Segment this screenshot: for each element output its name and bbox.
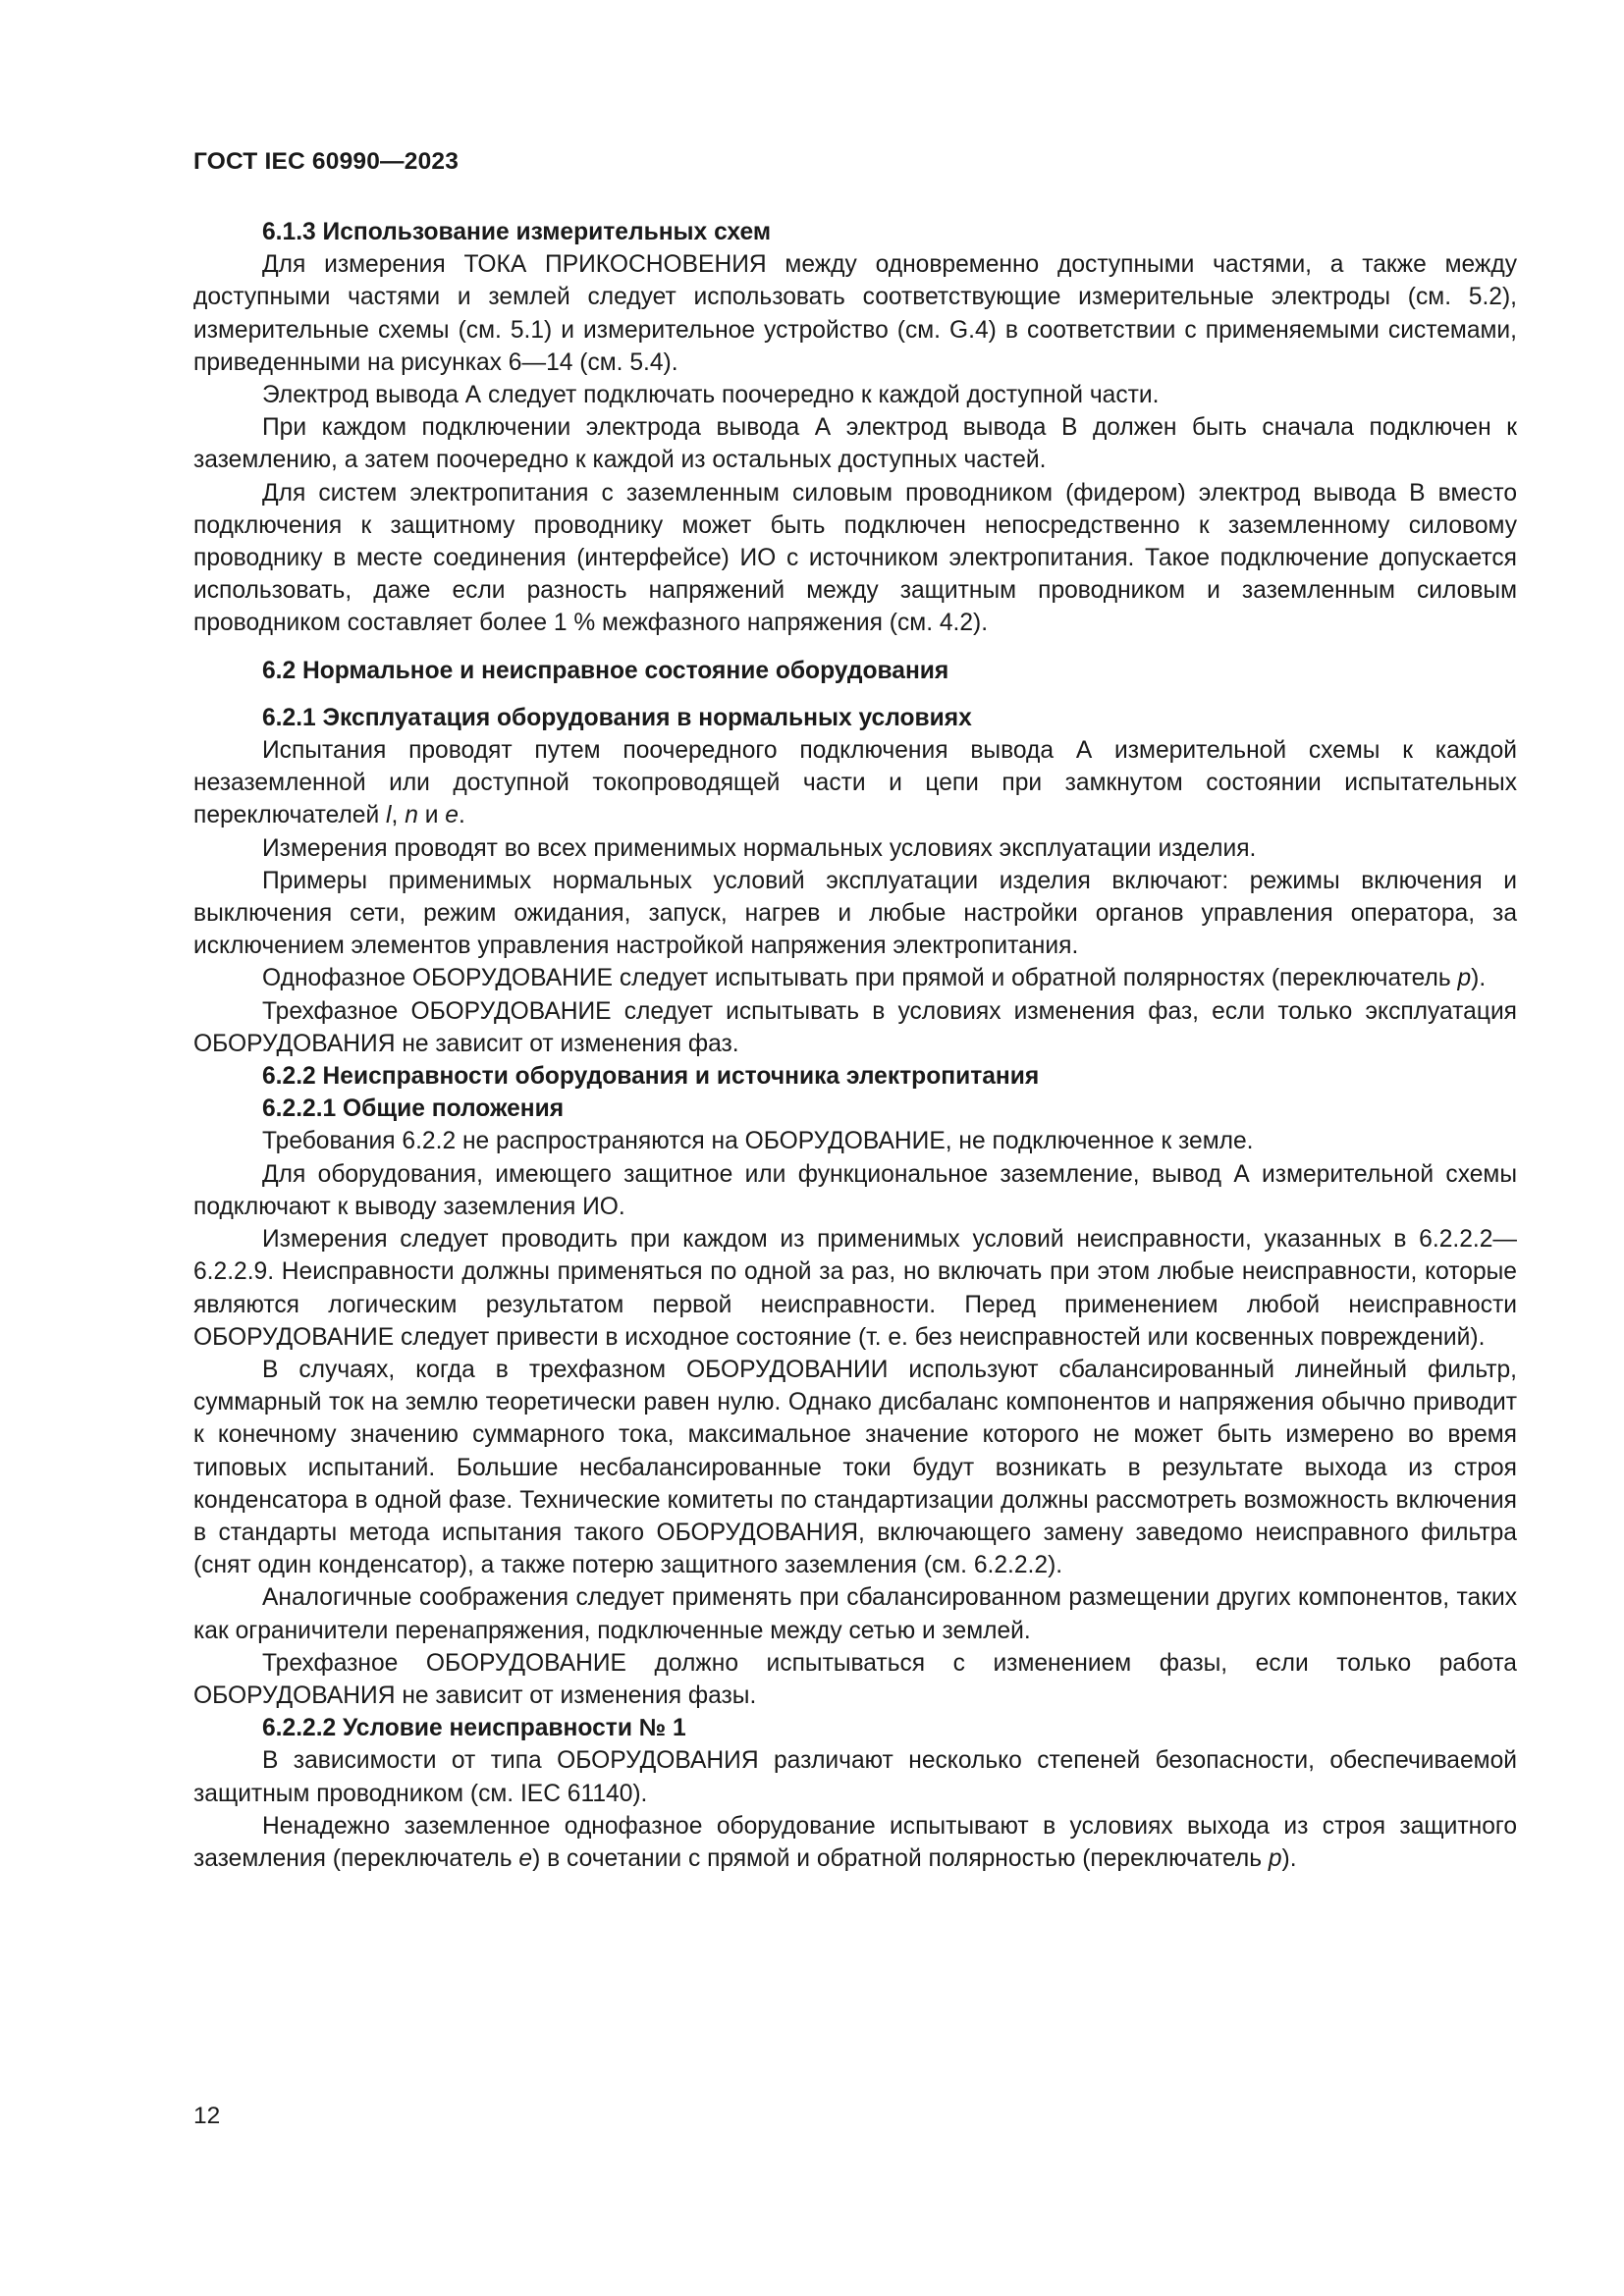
heading-6-2: 6.2 Нормальное и неисправное состояние оборудования	[262, 657, 949, 684]
standard-code-header: ГОСТ IEC 60990—2023	[193, 148, 460, 175]
paragraph: Измерения проводят во всех применимых нормальных условиях эксплуатации изделия.	[262, 834, 1257, 862]
paragraph: Для систем электропитания с заземленным силовым проводником (фидером) электрод вывода В вместо подключения к защитному проводнику может быть подключен непосредственно к заземленному силовому проводнику в месте соединения (интерфейсе) ИО с источником электропитания. Такое подключение допускается использовать, даже если разность напряжений между защитным проводником и заземленным силовым проводником составляет более 1 % межфазного напряжения (см. 4.2).	[193, 479, 1517, 637]
paragraph: При каждом подключении электрода вывода А электрод вывода В должен быть сначала подключен к заземлению, а затем поочередно к каждой из остальных доступных частей.	[193, 414, 1517, 474]
heading-6-2-2-2: 6.2.2.2 Условие неисправности № 1	[262, 1715, 686, 1742]
paragraph: Измерения следует проводить при каждом из применимых условий неисправности, указанных в 6.2.2.2—6.2.2.9. Неисправности должны применяться по одной за раз, но включать при этом любые неисправности, которые являются логическим результатом первой неисправности. Перед применением любой неисправности ОБОРУДОВАНИЕ следует привести в исходное состояние (т. е. без неисправностей или косвенных повреждений).	[193, 1226, 1517, 1351]
paragraph: Примеры применимых нормальных условий эксплуатации изделия включают: режимы включения и выключения сети, режим ожидания, запуск, нагрев и любые настройки органов управления оператора, за исключением элементов управления настройкой напряжения электропитания.	[193, 867, 1517, 960]
paragraph: Для измерения ТОКА ПРИКОСНОВЕНИЯ между одновременно доступными частями, а также между доступными частями и землей следует использовать соответствующие измерительные электроды (см. 5.2), измерительные схемы (см. 5.1) и измерительное устройство (см. G.4) в соответствии с применяемыми системами, приведенными на рисунках 6—14 (см. 5.4).	[193, 251, 1517, 376]
paragraph: В зависимости от типа ОБОРУДОВАНИЯ различают несколько степеней безопасности, обеспечиваемой защитным проводником (см. IEC 61140).	[193, 1747, 1517, 1807]
page-number: 12	[193, 2103, 221, 2129]
heading-6-2-2: 6.2.2 Неисправности оборудования и источника электропитания	[262, 1063, 1040, 1091]
heading-6-2-1: 6.2.1 Эксплуатация оборудования в нормальных условиях	[262, 704, 972, 731]
paragraph: Трехфазное ОБОРУДОВАНИЕ должно испытываться с изменением фазы, если только работа ОБОРУДОВАНИЯ не зависит от изменения фазы.	[193, 1649, 1517, 1709]
paragraph: Однофазное ОБОРУДОВАНИЕ следует испытывать при прямой и обратной полярностях (переключатель p).	[262, 965, 1487, 992]
paragraph: Требования 6.2.2 не распространяются на ОБОРУДОВАНИЕ, не подключенное к земле.	[262, 1128, 1254, 1155]
paragraph: Для оборудования, имеющего защитное или функциональное заземление, вывод А измерительной схемы подключают к выводу заземления ИО.	[193, 1160, 1517, 1220]
paragraph: Испытания проводят путем поочередного подключения вывода А измерительной схемы к каждой незаземленной или доступной токопроводящей части и цепи при замкнутом состоянии испытательных переключателей l, n и e.	[193, 737, 1517, 829]
paragraph: Электрод вывода А следует подключать поочередно к каждой доступной части.	[262, 382, 1160, 409]
document-body	[193, 216, 1517, 1875]
paragraph: Аналогичные соображения следует применять при сбалансированном размещении других компонентов, таких как ограничители перенапряжения, подключенные между сетью и землей.	[193, 1584, 1517, 1644]
heading-6-1-3: 6.1.3 Использование измерительных схем	[262, 219, 772, 245]
paragraph: Ненадежно заземленное однофазное оборудование испытывают в условиях выхода из строя защитного заземления (переключатель e) в сочетании с прямой и обратной полярностью (переключатель p).	[193, 1812, 1517, 1872]
heading-6-2-2-1: 6.2.2.1 Общие положения	[262, 1095, 565, 1123]
paragraph: Трехфазное ОБОРУДОВАНИЕ следует испытывать в условиях изменения фаз, если только эксплуатация ОБОРУДОВАНИЯ не зависит от изменения фаз.	[193, 997, 1517, 1057]
paragraph: В случаях, когда в трехфазном ОБОРУДОВАНИИ используют сбалансированный линейный фильтр, суммарный ток на землю теоретически равен нулю. Однако дисбаланс компонентов и напряжения обычно приводит к конечному значению суммарного тока, максимальное значение которого не может быть измерено во время типовых испытаний. Большие несбалансированные токи будут возникать в результате выхода из строя конденсатора в одной фазе. Технические комитеты по стандартизации должны рассмотреть возможность включения в стандарты метода испытания такого ОБОРУДОВАНИЯ, включающего замену заведомо неисправного фильтра (снят один конденсатор), а также потерю защитного заземления (см. 6.2.2.2).	[193, 1356, 1517, 1579]
